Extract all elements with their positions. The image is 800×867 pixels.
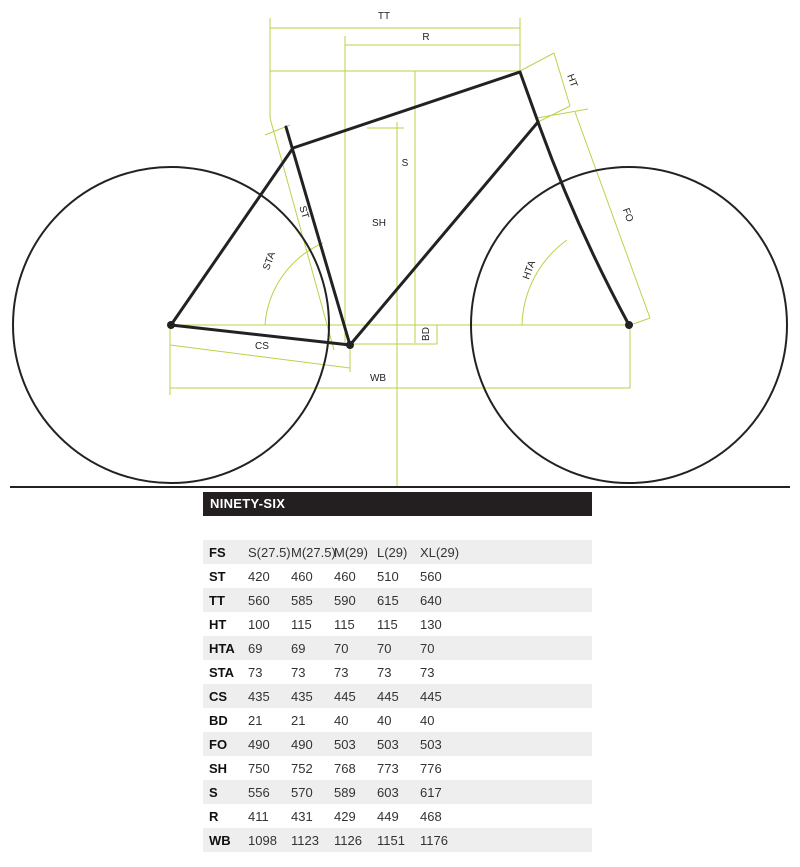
table-row [203,564,592,588]
row-value: 617 [420,784,442,800]
row-key: R [209,808,219,824]
row-value: 429 [334,808,356,824]
row-value: 460 [334,568,356,584]
row-value: 603 [377,784,399,800]
row-key: TT [209,592,225,608]
label-sta: STA [261,250,279,272]
table-row [203,828,592,852]
label-cs: CS [255,341,269,352]
rear-axle [167,321,175,329]
row-value: 503 [420,736,442,752]
header-size: L(29) [377,544,408,560]
row-key: ST [209,568,226,584]
table-header-row [203,540,592,564]
row-value: 1123 [291,832,319,848]
row-value: 615 [377,592,399,608]
row-value: 445 [334,688,356,704]
row-value: 1151 [377,832,405,848]
table-title-bar [203,492,592,516]
header-size: M(27.5) [291,544,336,560]
row-value: 69 [248,640,263,656]
label-fo: FO [619,206,635,224]
geometry-table [203,540,592,852]
row-key: FO [209,736,228,752]
row-value: 21 [248,712,263,728]
row-value: 40 [420,712,435,728]
row-value: 773 [377,760,399,776]
row-value: 570 [291,784,313,800]
row-value: 115 [334,616,355,632]
row-value: 1098 [248,832,277,848]
row-value: 73 [334,664,349,680]
row-value: 560 [248,592,270,608]
bike-frame [171,72,629,345]
row-value: 130 [420,616,442,632]
label-st: ST [296,204,311,220]
row-value: 115 [291,616,312,632]
row-value: 490 [248,736,270,752]
row-value: 40 [377,712,392,728]
table-title: NINETY-SIX [210,496,286,511]
table-row [203,588,592,612]
row-value: 460 [291,568,313,584]
header-key: FS [209,544,226,560]
header-size: S(27.5) [248,544,291,560]
row-value: 73 [248,664,263,680]
front-axle [625,321,633,329]
row-value: 73 [291,664,306,680]
row-value: 750 [248,760,270,776]
table-row [203,732,592,756]
row-value: 1176 [420,832,448,848]
row-value: 431 [291,808,313,824]
row-key: STA [209,664,235,680]
dimension-guides [170,18,650,487]
row-value: 556 [248,784,270,800]
label-sh: SH [372,218,386,229]
label-bd: BD [421,327,432,341]
table-row [203,708,592,732]
row-key: HTA [209,640,235,656]
row-value: 490 [291,736,313,752]
row-value: 585 [291,592,313,608]
row-value: 768 [334,760,356,776]
row-key: SH [209,760,228,776]
row-value: 70 [420,640,435,656]
row-value: 115 [377,616,398,632]
header-size: XL(29) [420,544,460,560]
row-value: 468 [420,808,442,824]
label-hta: HTA [521,259,539,282]
row-value: 73 [420,664,435,680]
row-value: 510 [377,568,399,584]
table-row [203,804,592,828]
row-value: 420 [248,568,270,584]
row-value: 445 [377,688,399,704]
row-value: 560 [420,568,442,584]
row-value: 503 [334,736,356,752]
table-row [203,636,592,660]
row-key: WB [209,832,231,848]
row-value: 70 [334,640,349,656]
row-key: S [209,784,218,800]
row-value: 40 [334,712,349,728]
table-row [203,756,592,780]
table-row [203,612,592,636]
row-value: 776 [420,760,442,776]
row-value: 1126 [334,832,362,848]
row-value: 449 [377,808,399,824]
row-key: HT [209,616,227,632]
row-value: 435 [291,688,313,704]
row-value: 445 [420,688,442,704]
label-wb: WB [369,373,387,384]
bottom-bracket [346,341,354,349]
row-key: BD [209,712,228,728]
label-ht: HT [564,72,580,90]
table-row [203,660,592,684]
row-value: 411 [248,808,269,824]
row-value: 70 [377,640,392,656]
header-size: M(29) [334,544,368,560]
row-value: 503 [377,736,399,752]
row-value: 589 [334,784,356,800]
row-value: 73 [377,664,392,680]
row-value: 21 [291,712,306,728]
row-key: CS [209,688,228,704]
row-value: 100 [248,616,270,632]
row-value: 752 [291,760,313,776]
table-row [203,684,592,708]
table-row [203,780,592,804]
row-value: 590 [334,592,356,608]
label-tt: TT [377,11,391,22]
label-s: S [401,158,409,169]
row-value: 69 [291,640,306,656]
row-value: 435 [248,688,270,704]
label-r: R [422,32,430,43]
row-value: 640 [420,592,442,608]
